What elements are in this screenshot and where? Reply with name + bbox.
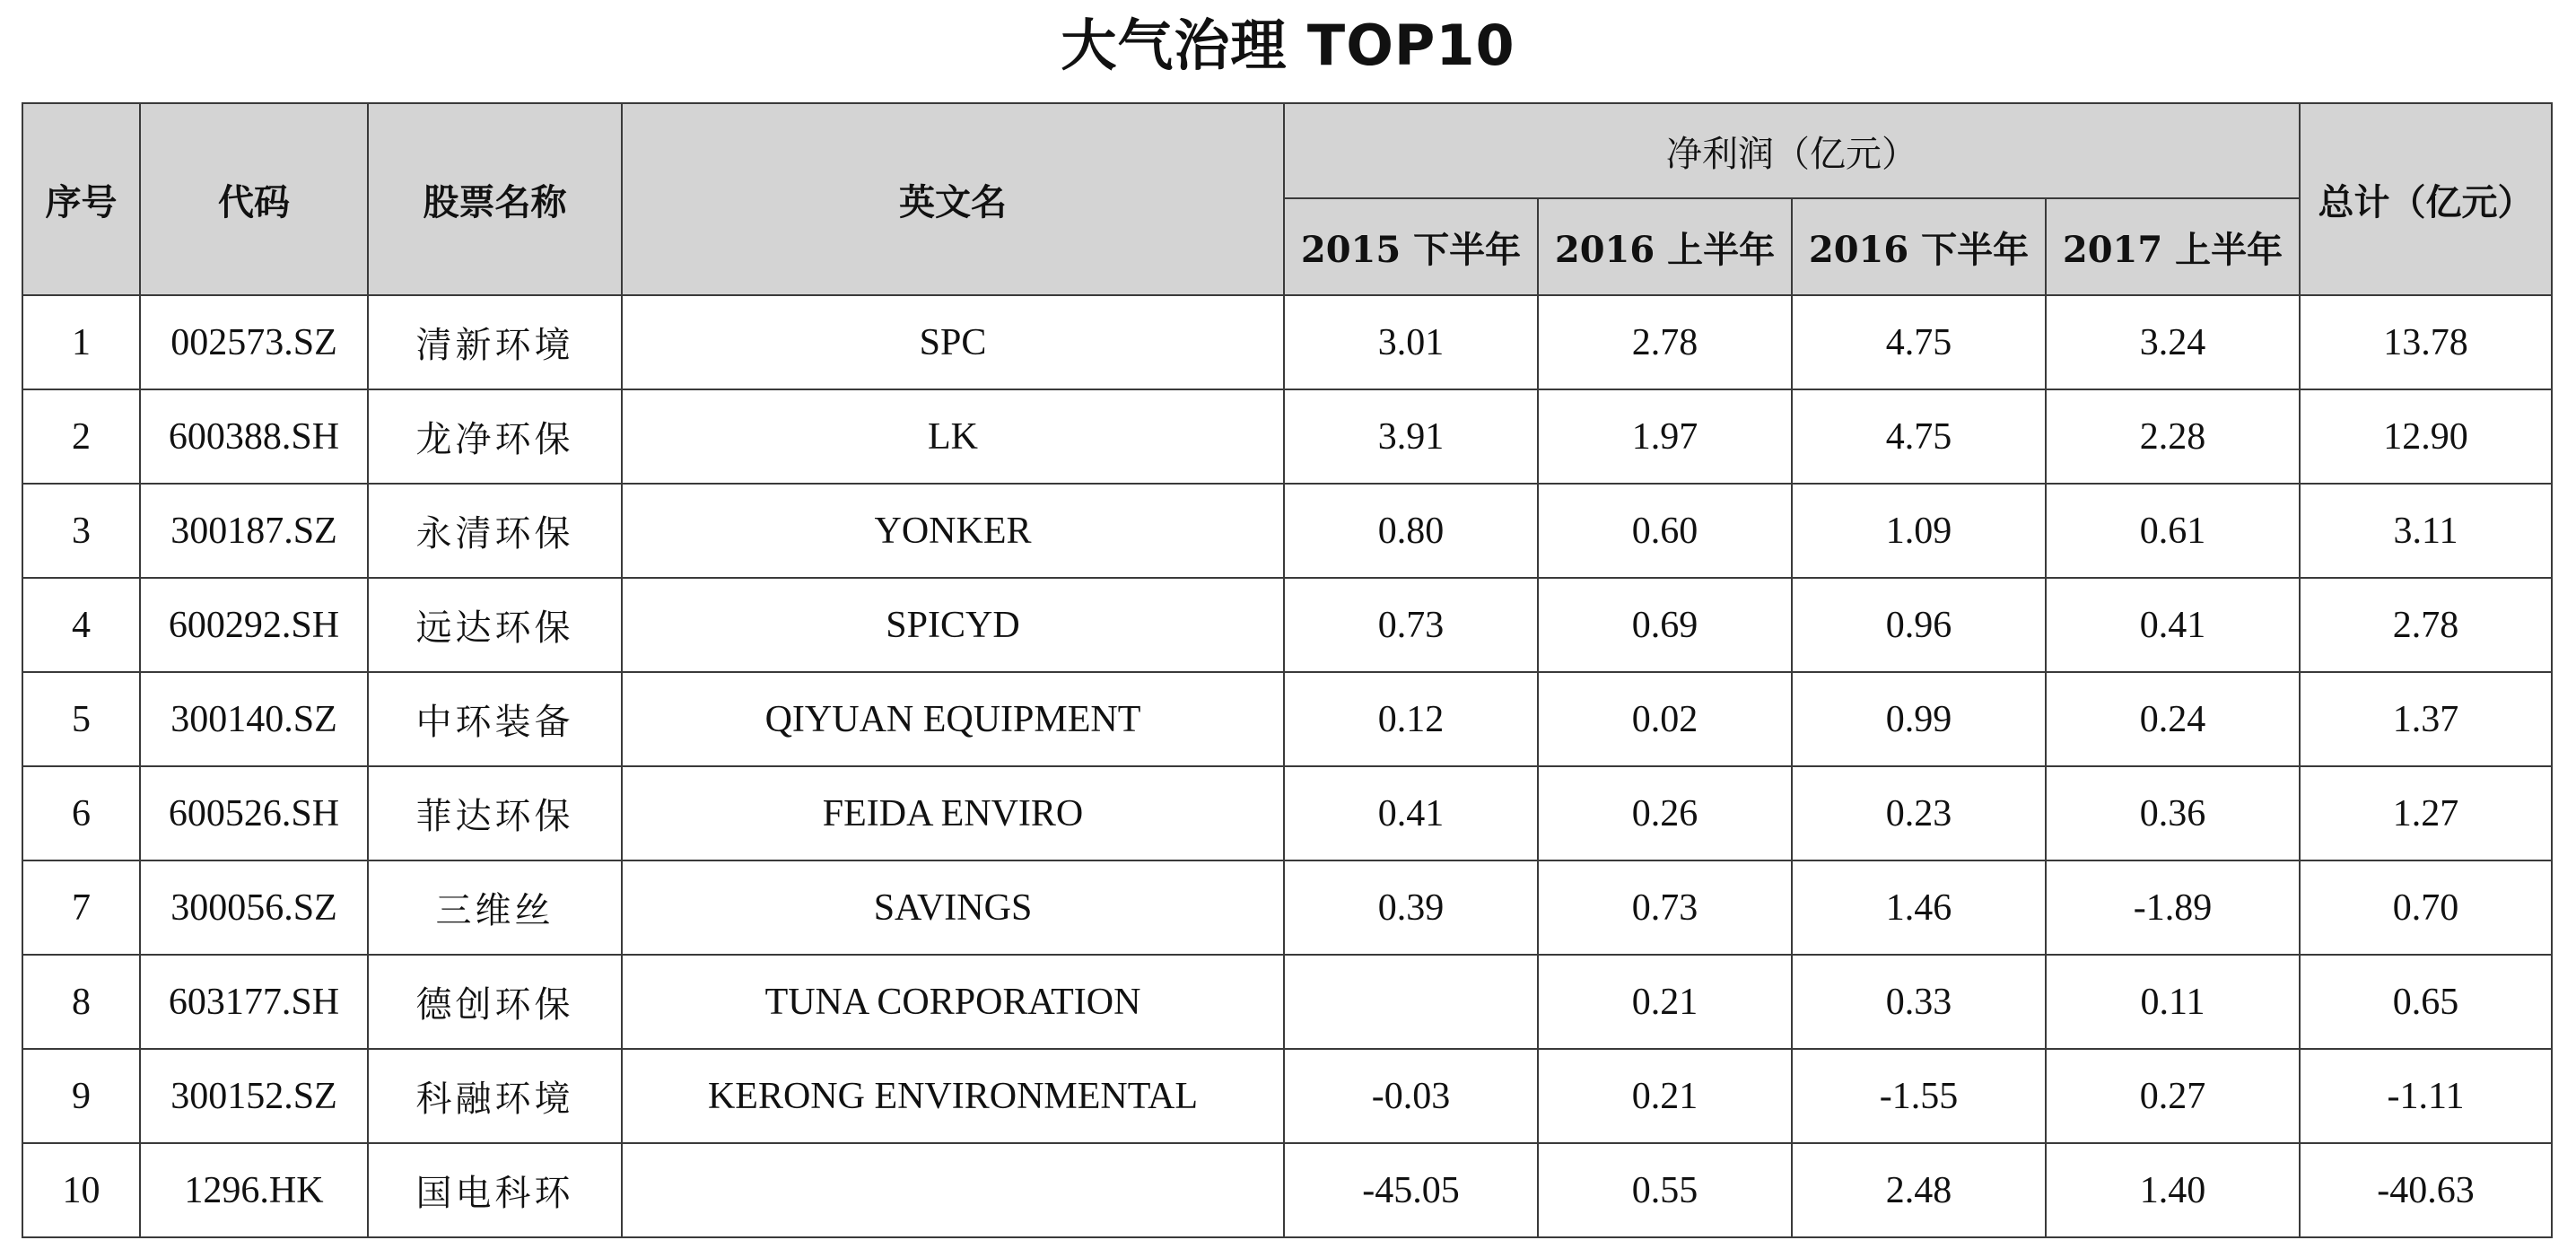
- cell-stock-name: 龙净环保: [368, 389, 622, 484]
- header-index: 序号: [22, 103, 140, 295]
- cell-2015h2: -45.05: [1284, 1143, 1538, 1237]
- cell-2015h2: 3.91: [1284, 389, 1538, 484]
- cell-code: 300187.SZ: [140, 484, 368, 578]
- cell-total: -40.63: [2300, 1143, 2552, 1237]
- top10-table: [22, 102, 2553, 1238]
- cell-english-name: SPICYD: [622, 578, 1284, 672]
- cell-index: 9: [22, 1049, 140, 1143]
- table-row: [22, 672, 2552, 766]
- cell-2016h2: 4.75: [1792, 295, 2046, 389]
- cell-stock-name: 清新环境: [368, 295, 622, 389]
- cell-2016h1: 0.69: [1538, 578, 1792, 672]
- header-stock-name: 股票名称: [368, 103, 622, 295]
- cell-stock-name: 德创环保: [368, 955, 622, 1049]
- cell-2017h1: 0.61: [2046, 484, 2300, 578]
- header-total: 总计（亿元）: [2300, 103, 2552, 295]
- cell-english-name: SPC: [622, 295, 1284, 389]
- cell-stock-name: 科融环境: [368, 1049, 622, 1143]
- cell-2017h1: 0.36: [2046, 766, 2300, 860]
- page-title: 大气治理 TOP10: [1061, 13, 1515, 78]
- cell-2015h2: 0.41: [1284, 766, 1538, 860]
- cell-stock-name: 远达环保: [368, 578, 622, 672]
- cell-2016h2: 0.99: [1792, 672, 2046, 766]
- table-row: [22, 1143, 2552, 1237]
- cell-code: 600526.SH: [140, 766, 368, 860]
- cell-total: 13.78: [2300, 295, 2552, 389]
- cell-index: 5: [22, 672, 140, 766]
- cell-index: 2: [22, 389, 140, 484]
- table-row: [22, 955, 2552, 1049]
- cell-code: 600292.SH: [140, 578, 368, 672]
- header-net-profit: 净利润（亿元）: [1284, 103, 2300, 198]
- cell-total: 1.37: [2300, 672, 2552, 766]
- cell-total: -1.11: [2300, 1049, 2552, 1143]
- cell-2016h1: 1.97: [1538, 389, 1792, 484]
- cell-2016h1: 0.02: [1538, 672, 1792, 766]
- cell-total: 1.27: [2300, 766, 2552, 860]
- cell-2016h2: 0.33: [1792, 955, 2046, 1049]
- table-row: [22, 860, 2552, 955]
- cell-english-name: [622, 1143, 1284, 1237]
- cell-2016h2: 4.75: [1792, 389, 2046, 484]
- table-row: [22, 484, 2552, 578]
- cell-2016h2: 2.48: [1792, 1143, 2046, 1237]
- cell-2015h2: 0.12: [1284, 672, 1538, 766]
- cell-stock-name: 菲达环保: [368, 766, 622, 860]
- cell-2016h2: 0.96: [1792, 578, 2046, 672]
- cell-2016h1: 0.55: [1538, 1143, 1792, 1237]
- table-row: [22, 295, 2552, 389]
- cell-2017h1: 0.41: [2046, 578, 2300, 672]
- cell-code: 600388.SH: [140, 389, 368, 484]
- table-row: [22, 766, 2552, 860]
- cell-2016h2: 1.46: [1792, 860, 2046, 955]
- cell-english-name: FEIDA ENVIRO: [622, 766, 1284, 860]
- cell-2017h1: 3.24: [2046, 295, 2300, 389]
- cell-2015h2: -0.03: [1284, 1049, 1538, 1143]
- cell-index: 8: [22, 955, 140, 1049]
- cell-index: 3: [22, 484, 140, 578]
- cell-index: 1: [22, 295, 140, 389]
- cell-2015h2: 0.39: [1284, 860, 1538, 955]
- cell-2015h2: 0.80: [1284, 484, 1538, 578]
- cell-2017h1: 0.11: [2046, 955, 2300, 1049]
- table-row: [22, 578, 2552, 672]
- cell-total: 0.65: [2300, 955, 2552, 1049]
- cell-stock-name: 三维丝: [368, 860, 622, 955]
- cell-2016h2: 0.23: [1792, 766, 2046, 860]
- cell-2016h1: 0.60: [1538, 484, 1792, 578]
- cell-2016h1: 0.21: [1538, 1049, 1792, 1143]
- cell-2015h2: [1284, 955, 1538, 1049]
- cell-code: 603177.SH: [140, 955, 368, 1049]
- header-period-2016h1: 2016 上半年: [1538, 198, 1792, 295]
- header-english-name: 英文名: [622, 103, 1284, 295]
- cell-total: 0.70: [2300, 860, 2552, 955]
- cell-code: 002573.SZ: [140, 295, 368, 389]
- cell-2017h1: 2.28: [2046, 389, 2300, 484]
- cell-code: 300152.SZ: [140, 1049, 368, 1143]
- table-row: [22, 1049, 2552, 1143]
- cell-english-name: TUNA CORPORATION: [622, 955, 1284, 1049]
- header-period-2015h2: 2015 下半年: [1284, 198, 1538, 295]
- cell-stock-name: 永清环保: [368, 484, 622, 578]
- cell-2017h1: 0.24: [2046, 672, 2300, 766]
- cell-2016h1: 0.26: [1538, 766, 1792, 860]
- table-body: [22, 295, 2552, 1237]
- cell-2017h1: -1.89: [2046, 860, 2300, 955]
- cell-english-name: YONKER: [622, 484, 1284, 578]
- header-period-2016h2: 2016 下半年: [1792, 198, 2046, 295]
- cell-english-name: KERONG ENVIRONMENTAL: [622, 1049, 1284, 1143]
- cell-code: 300140.SZ: [140, 672, 368, 766]
- table-header: [22, 103, 2552, 295]
- cell-english-name: LK: [622, 389, 1284, 484]
- header-code: 代码: [140, 103, 368, 295]
- cell-index: 7: [22, 860, 140, 955]
- cell-index: 4: [22, 578, 140, 672]
- cell-total: 2.78: [2300, 578, 2552, 672]
- cell-2015h2: 3.01: [1284, 295, 1538, 389]
- cell-2016h1: 2.78: [1538, 295, 1792, 389]
- cell-english-name: QIYUAN EQUIPMENT: [622, 672, 1284, 766]
- cell-2016h1: 0.21: [1538, 955, 1792, 1049]
- cell-stock-name: 中环装备: [368, 672, 622, 766]
- cell-total: 3.11: [2300, 484, 2552, 578]
- cell-2017h1: 0.27: [2046, 1049, 2300, 1143]
- cell-code: 300056.SZ: [140, 860, 368, 955]
- cell-2017h1: 1.40: [2046, 1143, 2300, 1237]
- header-period-2017h1: 2017 上半年: [2046, 198, 2300, 295]
- cell-index: 6: [22, 766, 140, 860]
- cell-index: 10: [22, 1143, 140, 1237]
- cell-english-name: SAVINGS: [622, 860, 1284, 955]
- cell-code: 1296.HK: [140, 1143, 368, 1237]
- cell-2016h1: 0.73: [1538, 860, 1792, 955]
- cell-total: 12.90: [2300, 389, 2552, 484]
- table-row: [22, 389, 2552, 484]
- cell-2016h2: 1.09: [1792, 484, 2046, 578]
- cell-2016h2: -1.55: [1792, 1049, 2046, 1143]
- cell-stock-name: 国电科环: [368, 1143, 622, 1237]
- cell-2015h2: 0.73: [1284, 578, 1538, 672]
